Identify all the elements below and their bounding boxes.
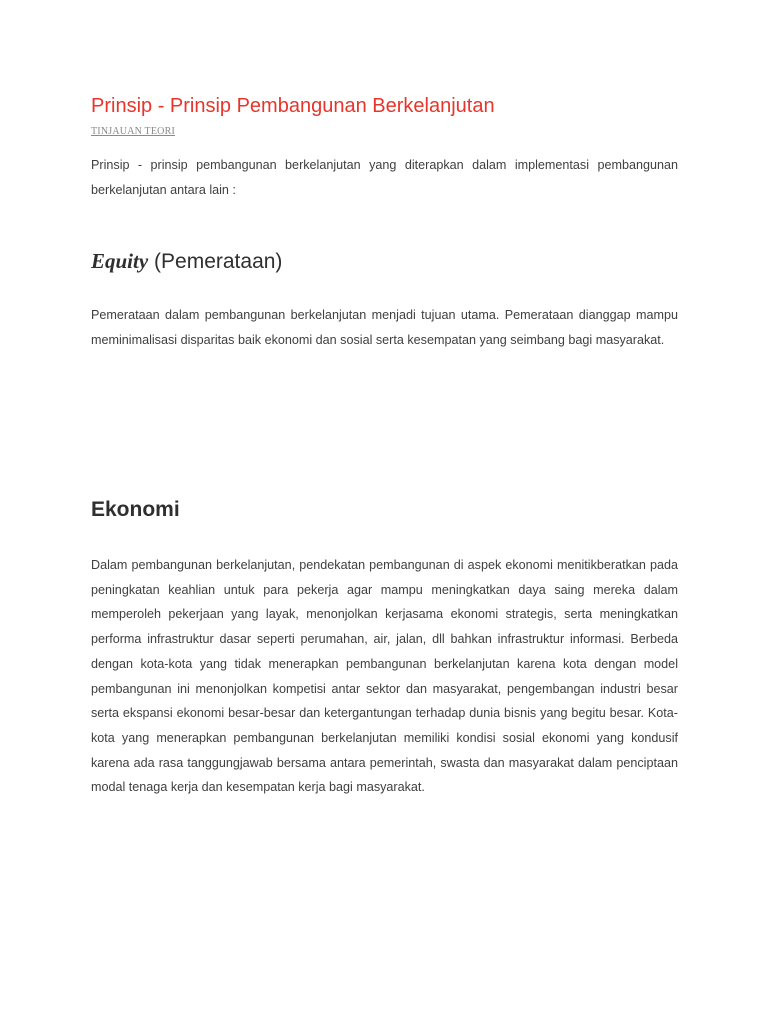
intro-paragraph: Prinsip - prinsip pembangunan berkelanjutan yang diterapkan dalam implementasi pembangunan berkelanjutan antara lain :	[91, 158, 678, 197]
equity-heading-italic: Equity	[91, 249, 149, 273]
equity-heading-rest: (Pemerataan)	[154, 250, 283, 273]
equity-heading	[91, 246, 282, 277]
page-title: Prinsip - Prinsip Pembangunan Berkelanjutan	[91, 95, 495, 117]
ekonomi-paragraph: Dalam pembangunan berkelanjutan, pendekatan pembangunan di aspek ekonomi menitikberatkan pada peningkatan keahlian untuk para pekerja agar mampu meningkatkan daya saing mereka dalam memperoleh pekerjaan yang layak, menonjolkan kerjasama ekonomi strategis, serta meningkatkan performa infrastruktur dasar seperti perumahan, air, jalan, dll bahkan infrastruktur informasi. Berbeda dengan kota-kota yang tidak menerapkan pembangunan berkelanjutan karena kota dengan model pembangunan ini menonjolkan kompetisi antar sektor dan masyarakat, pengembangan industri besar serta ekspansi ekonomi besar-besar dan ketergantungan terhadap dunia bisnis yang begitu besar. Kota-kota yang menerapkan pembangunan berkelanjutan memiliki kondisi sosial ekonomi yang kondusif karena ada rasa tanggungjawab bersama antara pemerintah, swasta dan masyarakat dalam penciptaan modal tenaga kerja dan kesempatan kerja bagi masyarakat.	[91, 558, 678, 795]
category-tag-link[interactable]: TINJAUAN TEORI	[91, 126, 175, 137]
ekonomi-heading: Ekonomi	[91, 498, 180, 521]
equity-paragraph: Pemerataan dalam pembangunan berkelanjutan menjadi tujuan utama. Pemerataan dianggap mampu meminimalisasi disparitas baik ekonomi dan sosial serta kesempatan yang seimbang bagi masyarakat.	[91, 308, 678, 347]
